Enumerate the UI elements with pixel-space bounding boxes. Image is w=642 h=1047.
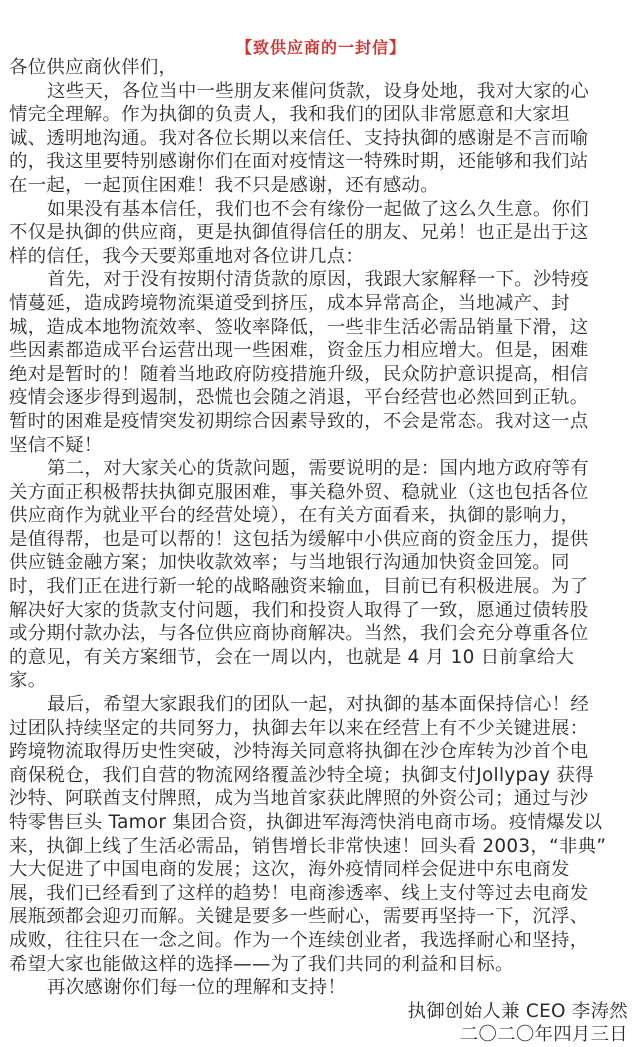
- letter-line: 商保税仓，我们自营的物流网络覆盖沙特全境；执御支付Jollypay 获得: [9, 764, 594, 786]
- letter-line: 疫情会逐步得到遏制，恐慌也会随之消退，平台经营也必然回到正轨。: [9, 387, 589, 409]
- letter-line: 的，我这里要特别感谢你们在面对疫情这一特殊时期，还能够和我们站: [9, 151, 589, 173]
- letter-line: 首先，对于没有按期付清货款的原因，我跟大家解释一下。沙特疫: [47, 269, 590, 291]
- letter-line: 如果没有基本信任，我们也不会有缘份一起做了这么久生意。你们: [47, 198, 590, 220]
- signature-line: 二〇二〇年四月三日: [459, 1024, 628, 1046]
- letter-line: 诚、透明地沟通。我对各位长期以来信任、支持执御的感谢是不言而喻: [9, 127, 589, 149]
- letter-line: 各位供应商伙伴们，: [9, 57, 178, 78]
- letter-line: 这些天，各位当中一些朋友来催问货款，设身处地，我对大家的心: [47, 80, 590, 102]
- letter-line: 坚信不疑！: [9, 434, 103, 456]
- letter-line: 样的信任，我今天要郑重地对各位讲几点：: [9, 245, 365, 267]
- letter-line: 供应链金融方案；加快收款效率；与当地银行沟通加快资金回笼。同: [9, 552, 570, 574]
- letter-line: 情完全理解。作为执御的负责人，我和我们的团队非常愿意和大家坦: [9, 104, 570, 126]
- letter-line: 些因素都造成平台运营出现一些困难，资金压力相应增大。但是，困难: [9, 340, 589, 362]
- letter-line: 绝对是暂时的！随着当地政府防疫措施升级，民众防护意识提高，相信: [9, 363, 589, 385]
- letter-line: 供应商作为就业平台的经营处境），在有关方面看来，执御的影响力，: [9, 505, 580, 527]
- letter-line: 的意见，有关方案细节，会在一周以内，也就是 4 月 10 日前拿给大: [9, 646, 575, 668]
- letter-line: 暂时的困难是疫情突发初期综合因素导致的，不会是常态。我对这一点: [9, 410, 589, 432]
- letter-line: 家。: [9, 670, 47, 692]
- letter-body: [9, 56, 634, 1047]
- letter-line: 来，执御上线了生活必需品，销售增长非常快速！回头看 2003，“非典”: [9, 835, 607, 857]
- letter-line: 不仅是执御的供应商，更是执御值得信任的朋友、兄弟！也正是出于这: [9, 222, 589, 244]
- letter-line: 再次感谢你们每一位的理解和支持！: [47, 977, 347, 999]
- letter-line: 成败，往往只在一念之间。作为一个连续创业者，我选择耐心和坚持，: [9, 929, 589, 951]
- letter-line: 是值得帮，也是可以帮的！这包括为缓解中小供应商的资金压力，提供: [9, 528, 589, 550]
- letter-line: 跨境物流取得历史性突破，沙特海关同意将执御在沙仓库转为沙首个电: [9, 741, 589, 763]
- letter-line: 或分期付款办法，与各位供应商协商解决。当然，我们会充分尊重各位: [9, 623, 589, 645]
- letter-line: 展，我们已经看到了这样的趋势！电商渗透率、线上支付等过去电商发: [9, 882, 589, 904]
- letter-line: 时，我们正在进行新一轮的战略融资来输血，目前已有积极进展。为了: [9, 576, 589, 598]
- letter-line: 过团队持续坚定的共同努力，执御去年以来在经营上有不少关键进展：: [9, 717, 589, 739]
- letter-line: 展瓶颈都会迎刃而解。关键是要多一些耐心，需要再坚持一下，沉浮、: [9, 906, 589, 928]
- letter-line: 在一起，一起顶住困难！我不只是感谢，还有感动。: [9, 174, 439, 196]
- letter-line: 特零售巨头 Tamor 集团合资，执御进军海湾快消电商市场。疫情爆发以: [9, 812, 603, 833]
- signature-line: 执御创始人兼 CEO 李涛然: [407, 1000, 628, 1022]
- letter-line: 解决好大家的货款支付问题，我们和投资人取得了一致，愿通过债转股: [9, 599, 589, 621]
- letter-line: 城，造成本地物流效率、签收率降低，一些非生活必需品销量下滑，这: [9, 316, 589, 338]
- letter-title: 【致供应商的一封信】: [235, 38, 406, 57]
- letter-line: 希望大家也能做这样的选择——为了我们共同的利益和目标。: [9, 953, 514, 975]
- letter-line: 沙特、阿联酋支付牌照，成为当地首家获此牌照的外资公司；通过与沙: [9, 788, 589, 810]
- letter-line: 关方面正积极帮扶执御克服困难，事关稳外贸、稳就业（这也包括各位: [9, 481, 589, 503]
- letter-line: 第二，对大家关心的货款问题，需要说明的是：国内地方政府等有: [47, 458, 590, 480]
- letter-line: 大大促进了中国电商的发展；这次，海外疫情同样会促进中东电商发: [9, 859, 570, 881]
- letter-line: 情蔓延，造成跨境物流渠道受到挤压，成本异常高企，当地减产、封: [9, 292, 570, 314]
- letter-line: 最后，希望大家跟我们的团队一起，对执御的基本面保持信心！经: [47, 694, 590, 716]
